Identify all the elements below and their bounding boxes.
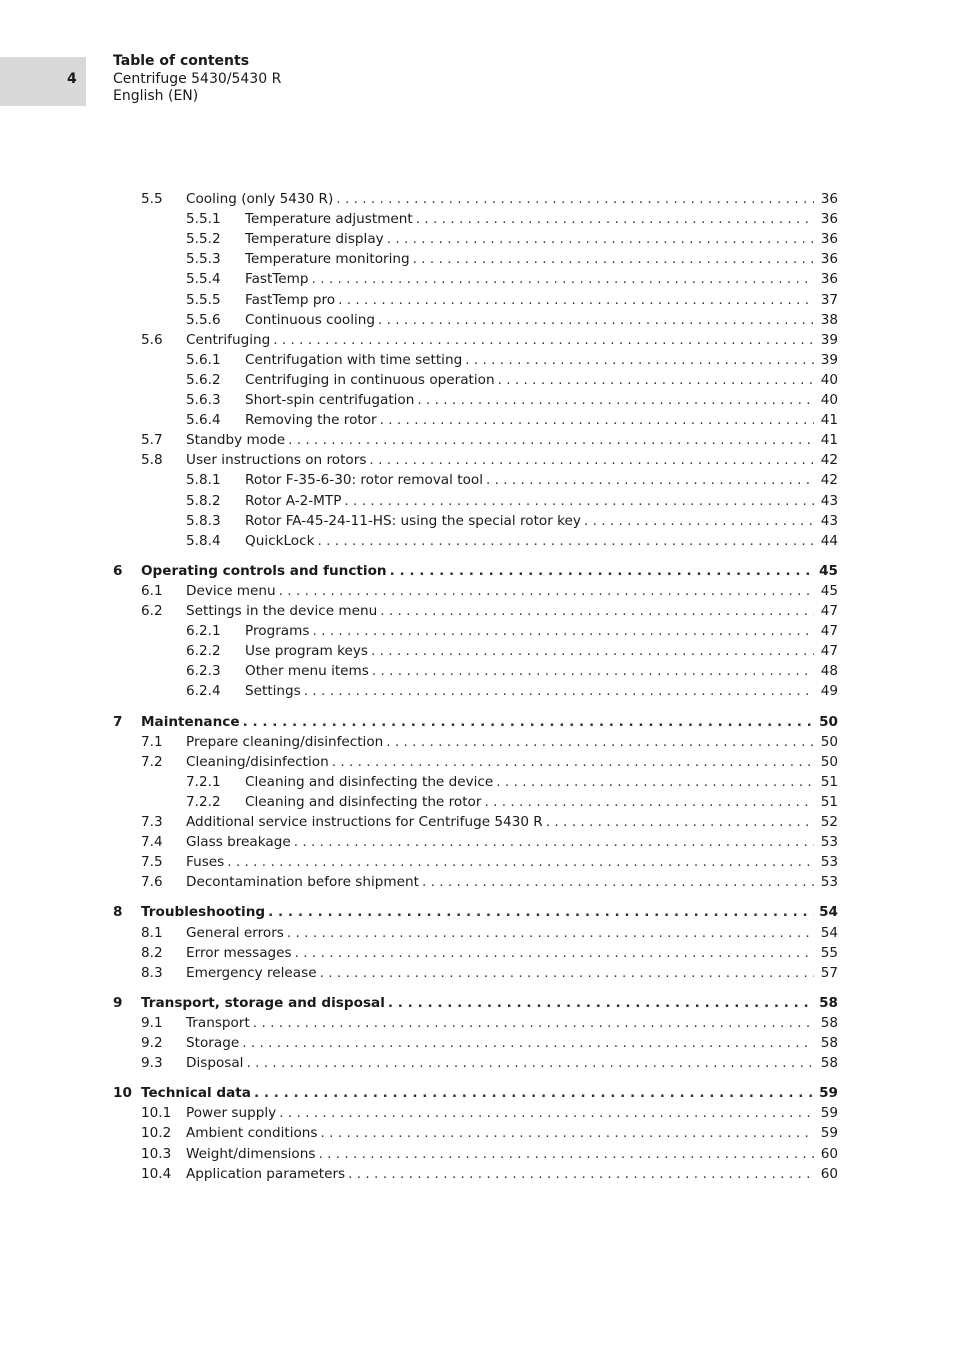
toc-entry-title: User instructions on rotors [186, 450, 369, 470]
toc-entry[interactable] [0, 1013, 954, 1033]
toc-dot-leader [243, 712, 814, 732]
toc-entry-title: Fuses [186, 852, 227, 872]
toc-entry[interactable] [0, 330, 954, 350]
toc-entry[interactable] [0, 370, 954, 390]
toc-entry-title-wrap [186, 923, 814, 943]
toc-entry-title-wrap [186, 601, 814, 621]
toc-entry-page: 53 [816, 832, 838, 852]
toc-entry-number: 5.5.2 [186, 231, 221, 248]
toc-entry-title-wrap [186, 1103, 814, 1123]
toc-entry-title: Continuous cooling [245, 310, 378, 330]
toc-entry-title-wrap [245, 621, 814, 641]
toc-entry-page: 36 [816, 189, 838, 209]
toc-entry-title: QuickLock [245, 531, 317, 551]
toc-entry-title-wrap [245, 491, 814, 511]
toc-entry-number: 7.5 [141, 854, 163, 871]
toc-dot-leader [268, 902, 814, 922]
toc-entry-page: 45 [816, 581, 838, 601]
toc-entry-title: Other menu items [245, 661, 372, 681]
toc-entry-title-wrap [186, 812, 814, 832]
toc-entry-page: 60 [816, 1144, 838, 1164]
toc-entry-title: Rotor A-2-MTP [245, 491, 344, 511]
toc-entry-number: 9 [113, 994, 123, 1011]
toc-entry[interactable] [0, 410, 954, 430]
toc-entry-title: Glass breakage [186, 832, 294, 852]
toc-entry-page: 40 [816, 370, 838, 390]
toc-entry-title-wrap [186, 581, 814, 601]
toc-entry-page: 53 [816, 872, 838, 892]
toc-entry-page: 47 [816, 621, 838, 641]
toc-entry-page: 47 [816, 641, 838, 661]
toc-dot-leader [390, 561, 814, 581]
toc-entry[interactable] [0, 229, 954, 249]
toc-entry-number: 5.5.1 [186, 211, 221, 228]
toc-entry[interactable] [0, 581, 954, 601]
toc-entry-number: 5.5.3 [186, 251, 221, 268]
running-header [113, 53, 281, 106]
toc-entry-title: Ambient conditions [186, 1123, 321, 1143]
toc-entry[interactable] [0, 1033, 954, 1053]
toc-entry-number: 6.2.2 [186, 643, 221, 660]
toc-entry-page: 42 [816, 450, 838, 470]
toc-entry[interactable] [0, 852, 954, 872]
toc-entry-title: Transport [186, 1013, 253, 1033]
toc-entry-page: 58 [816, 1053, 838, 1073]
toc-entry-page: 36 [816, 249, 838, 269]
toc-entry-page: 55 [816, 943, 838, 963]
toc-entry-title-wrap [141, 902, 814, 922]
toc-entry-title: Application parameters [186, 1164, 348, 1184]
toc-entry-title-wrap [141, 712, 814, 732]
toc-entry[interactable] [0, 661, 954, 681]
toc-dot-leader [380, 601, 814, 621]
toc-entry-number: 9.2 [141, 1035, 163, 1051]
toc-entry[interactable] [0, 902, 954, 922]
toc-entry-number: 10.4 [141, 1165, 172, 1182]
toc-entry-number: 7.2 [141, 753, 163, 770]
toc-dot-leader [371, 641, 814, 661]
toc-entry-title: Centrifuging in continuous operation [245, 370, 498, 390]
toc-entry-title-wrap [245, 249, 814, 269]
toc-entry-title: Transport, storage and disposal [141, 993, 388, 1013]
toc-entry-page: 39 [816, 350, 838, 370]
toc-entry[interactable] [0, 943, 954, 963]
toc-entry-page: 47 [816, 601, 838, 621]
toc-entry-number: 5.6 [141, 331, 163, 348]
toc-entry-number: 6 [113, 562, 123, 579]
toc-entry-title-wrap [186, 963, 814, 983]
toc-entry-page: 40 [816, 390, 838, 410]
toc-dot-leader [416, 209, 814, 229]
toc-entry-page: 54 [816, 923, 838, 943]
toc-dot-leader [246, 1053, 814, 1073]
toc-dot-leader [465, 350, 814, 370]
toc-dot-leader [336, 189, 814, 209]
toc-dot-leader [320, 963, 814, 983]
toc-entry-title: Additional service instructions for Centrifuge 5430 R [186, 812, 546, 832]
toc-entry-title-wrap [141, 561, 814, 581]
toc-entry-number: 5.6.4 [186, 412, 221, 429]
toc-entry-title-wrap [245, 410, 814, 430]
toc-dot-leader [279, 581, 814, 601]
toc-entry-page: 36 [816, 229, 838, 249]
toc-entry-page: 52 [816, 812, 838, 832]
page-number: 4 [67, 71, 77, 87]
toc-entry[interactable] [0, 470, 954, 490]
toc-dot-leader [422, 872, 814, 892]
toc-entry-number: 7.1 [141, 733, 163, 750]
toc-entry-page: 45 [816, 561, 838, 581]
toc-entry-page: 36 [816, 269, 838, 289]
toc-entry[interactable] [0, 390, 954, 410]
toc-entry-title-wrap [186, 832, 814, 852]
toc-entry-number: 7.4 [141, 834, 163, 851]
toc-entry-number: 8.2 [141, 944, 163, 961]
toc-entry-title-wrap [245, 310, 814, 330]
toc-entry-page: 51 [816, 772, 838, 792]
toc-entry-number: 8.3 [141, 964, 163, 981]
toc-dot-leader [338, 290, 814, 310]
toc-entry[interactable] [0, 189, 954, 209]
toc-entry-title-wrap [245, 792, 814, 812]
header-title: Table of contents [113, 53, 250, 69]
toc-entry-page: 57 [816, 963, 838, 983]
toc-entry-page: 50 [816, 732, 838, 752]
toc-entry-title: Cooling (only 5430 R) [186, 189, 336, 209]
toc-entry[interactable] [0, 1083, 954, 1103]
toc-entry-number: 7.6 [141, 874, 163, 891]
toc-entry-number: 5.8.3 [186, 512, 221, 529]
toc-entry[interactable] [0, 350, 954, 370]
toc-dot-leader [273, 330, 814, 350]
toc-entry-title-wrap [186, 872, 814, 892]
toc-entry-number: 5.5.5 [186, 291, 221, 308]
toc-entry-page: 53 [816, 852, 838, 872]
toc-dot-leader [387, 229, 814, 249]
toc-entry-title: Temperature monitoring [245, 249, 413, 269]
toc-dot-leader [417, 390, 814, 410]
toc-entry-title: FastTemp [245, 269, 312, 289]
toc-entry-title-wrap [186, 1123, 814, 1143]
toc-entry-number: 5.8 [141, 452, 163, 469]
toc-entry-title: Centrifugation with time setting [245, 350, 465, 370]
header-subtitle: Centrifuge 5430/5430 R [113, 70, 282, 87]
toc-entry-title-wrap [245, 531, 814, 551]
toc-entry-title: Operating controls and function [141, 561, 390, 581]
toc-entry[interactable] [0, 1164, 954, 1184]
toc-entry-page: 58 [816, 1033, 838, 1053]
toc-entry-title-wrap [245, 350, 814, 370]
toc-dot-leader [344, 491, 814, 511]
toc-entry-title-wrap [186, 1033, 814, 1053]
toc-entry-title-wrap [245, 681, 814, 701]
toc-entry-title: Troubleshooting [141, 902, 268, 922]
toc-entry[interactable] [0, 249, 954, 269]
toc-entry-page: 49 [816, 681, 838, 701]
toc-entry-title-wrap [245, 290, 814, 310]
toc-entry-page: 41 [816, 410, 838, 430]
toc-entry-page: 50 [816, 712, 838, 732]
toc-entry-title: General errors [186, 923, 287, 943]
toc-dot-leader [380, 410, 814, 430]
toc-entry-title-wrap [245, 772, 814, 792]
toc-dot-leader [584, 511, 814, 531]
toc-dot-leader [546, 812, 814, 832]
toc-entry[interactable] [0, 872, 954, 892]
toc-entry-title: Weight/dimensions [186, 1144, 318, 1164]
toc-dot-leader [227, 852, 814, 872]
toc-entry-number: 5.8.4 [186, 532, 221, 549]
toc-entry-page: 44 [816, 531, 838, 551]
toc-entry[interactable] [0, 1103, 954, 1123]
toc-dot-leader [498, 370, 814, 390]
toc-entry[interactable] [0, 290, 954, 310]
toc-dot-leader [294, 832, 814, 852]
header-language: English (EN) [113, 88, 199, 104]
toc-entry-title-wrap [245, 661, 814, 681]
toc-dot-leader [386, 732, 814, 752]
toc-entry-title-wrap [245, 370, 814, 390]
toc-entry-title-wrap [186, 189, 814, 209]
toc-entry-title-wrap [245, 209, 814, 229]
toc-entry-page: 41 [816, 430, 838, 450]
toc-entry-title: Short-spin centrifugation [245, 390, 417, 410]
toc-dot-leader [369, 450, 814, 470]
toc-entry-page: 39 [816, 330, 838, 350]
toc-entry-page: 36 [816, 209, 838, 229]
toc-entry-title: Settings [245, 681, 304, 701]
toc-entry[interactable] [0, 1123, 954, 1143]
toc-dot-leader [254, 1083, 814, 1103]
toc-entry[interactable] [0, 491, 954, 511]
toc-entry-page: 48 [816, 661, 838, 681]
toc-entry-number: 10.3 [141, 1145, 172, 1162]
toc-dot-leader [287, 923, 814, 943]
toc-dot-leader [253, 1013, 814, 1033]
toc-entry-page: 58 [816, 993, 838, 1013]
toc-entry[interactable] [0, 450, 954, 470]
toc-entry[interactable] [0, 310, 954, 330]
toc-entry-number: 7 [113, 713, 123, 730]
toc-entry-title-wrap [245, 390, 814, 410]
toc-entry-page: 54 [816, 902, 838, 922]
toc-entry[interactable] [0, 681, 954, 701]
toc-dot-leader [321, 1123, 814, 1143]
toc-dot-leader [372, 661, 814, 681]
toc-entry-title-wrap [141, 993, 814, 1013]
toc-entry-title-wrap [245, 229, 814, 249]
toc-entry-page: 43 [816, 491, 838, 511]
toc-entry-title: Power supply [186, 1103, 279, 1123]
toc-entry-number: 10.2 [141, 1125, 172, 1142]
toc-entry-title-wrap [245, 511, 814, 531]
toc-dot-leader [312, 621, 814, 641]
toc-entry-number: 5.6.2 [186, 371, 221, 388]
toc-entry[interactable] [0, 641, 954, 661]
toc-entry-title: Settings in the device menu [186, 601, 380, 621]
toc-entry[interactable] [0, 832, 954, 852]
toc-entry-title-wrap [186, 852, 814, 872]
toc-entry[interactable] [0, 1053, 954, 1073]
toc-dot-leader [317, 531, 814, 551]
toc-entry[interactable] [0, 531, 954, 551]
toc-entry[interactable] [0, 963, 954, 983]
toc-entry[interactable] [0, 621, 954, 641]
toc-entry[interactable] [0, 1144, 954, 1164]
toc-entry-title: Cleaning and disinfecting the device [245, 772, 496, 792]
toc-entry-number: 5.6.1 [186, 351, 221, 368]
toc-entry-number: 6.2 [141, 603, 163, 619]
toc-entry-title-wrap [186, 1164, 814, 1184]
toc-entry-title: Rotor FA-45-24-11-HS: using the special rotor key [245, 511, 584, 531]
toc-dot-leader [378, 310, 814, 330]
toc-entry-number: 5.5 [141, 191, 163, 207]
toc-entry-title-wrap [186, 1144, 814, 1164]
toc-entry-title-wrap [186, 752, 814, 772]
toc-entry-title-wrap [186, 430, 814, 450]
toc-entry-number: 6.2.3 [186, 663, 221, 680]
toc-dot-leader [288, 430, 814, 450]
toc-entry[interactable] [0, 732, 954, 752]
toc-entry[interactable] [0, 269, 954, 289]
toc-entry-title: Use program keys [245, 641, 371, 661]
toc-entry[interactable] [0, 209, 954, 229]
toc-entry-title: Maintenance [141, 712, 243, 732]
toc-entry-number: 6.2.4 [186, 683, 221, 700]
toc-entry-page: 58 [816, 1013, 838, 1033]
toc-entry[interactable] [0, 993, 954, 1013]
toc-entry-title-wrap [186, 330, 814, 350]
toc-entry[interactable] [0, 561, 954, 581]
toc-entry-title: Temperature display [245, 229, 387, 249]
toc-entry-number: 8 [113, 904, 123, 921]
toc-entry-number: 5.7 [141, 432, 163, 449]
toc-entry-page: 59 [816, 1123, 838, 1143]
toc-dot-leader [332, 752, 814, 772]
toc-dot-leader [295, 943, 814, 963]
toc-dot-leader [279, 1103, 814, 1123]
toc-entry[interactable] [0, 430, 954, 450]
toc-entry-title: Cleaning and disinfecting the rotor [245, 792, 484, 812]
toc-entry-number: 10 [113, 1085, 132, 1102]
toc-entry-number: 5.5.4 [186, 271, 221, 288]
toc-entry[interactable] [0, 511, 954, 531]
toc-entry[interactable] [0, 712, 954, 732]
toc-entry[interactable] [0, 923, 954, 943]
toc-entry-title: Temperature adjustment [245, 209, 416, 229]
toc-entry[interactable] [0, 772, 954, 792]
toc-entry-page: 43 [816, 511, 838, 531]
toc-entry-title-wrap [186, 943, 814, 963]
toc-dot-leader [486, 470, 814, 490]
toc-entry-title-wrap [186, 732, 814, 752]
toc-entry-page: 42 [816, 470, 838, 490]
toc-entry-title: Standby mode [186, 430, 288, 450]
toc-entry-number: 8.1 [141, 924, 163, 941]
toc-entry-number: 5.8.2 [186, 492, 221, 509]
toc-entry-title: Centrifuging [186, 330, 273, 350]
toc-entry-page: 59 [816, 1083, 838, 1103]
toc-entry[interactable] [0, 601, 954, 621]
toc-entry-title-wrap [245, 470, 814, 490]
toc-dot-leader [304, 681, 814, 701]
toc-entry-number: 6.2.1 [186, 623, 221, 640]
toc-entry-title: Prepare cleaning/disinfection [186, 732, 386, 752]
toc-entry-number: 9.3 [141, 1055, 163, 1072]
toc-entry-number: 5.5.6 [186, 311, 221, 328]
toc-entry-title: Removing the rotor [245, 410, 380, 430]
toc-entry-title: FastTemp pro [245, 290, 338, 310]
toc-entry-title-wrap [245, 269, 814, 289]
toc-entry-title-wrap [245, 641, 814, 661]
toc-entry-number: 7.3 [141, 814, 163, 830]
toc-entry-title: Technical data [141, 1083, 254, 1103]
toc-entry-title: Error messages [186, 943, 295, 963]
toc-dot-leader [312, 269, 814, 289]
toc-entry-page: 38 [816, 310, 838, 330]
toc-entry-title: Programs [245, 621, 312, 641]
toc-entry-title: Storage [186, 1033, 242, 1053]
toc-dot-leader [484, 792, 814, 812]
toc-dot-leader [348, 1164, 814, 1184]
toc-entry-number: 6.1 [141, 582, 163, 599]
toc-dot-leader [413, 249, 814, 269]
toc-entry-title: Cleaning/disinfection [186, 752, 332, 772]
toc-entry-number: 7.2.2 [186, 793, 221, 810]
toc-entry-title-wrap [186, 450, 814, 470]
toc-entry[interactable] [0, 752, 954, 772]
toc-entry-title: Rotor F-35-6-30: rotor removal tool [245, 470, 486, 490]
toc-entry-title: Disposal [186, 1053, 246, 1073]
toc-dot-leader [318, 1144, 814, 1164]
toc-entry-number: 7.2.1 [186, 773, 221, 790]
toc-entry-page: 37 [816, 290, 838, 310]
toc-entry-title: Device menu [186, 581, 279, 601]
toc-entry-number: 5.6.3 [186, 392, 221, 408]
toc-entry-number: 10.1 [141, 1105, 172, 1122]
toc-entry-title: Decontamination before shipment [186, 872, 422, 892]
toc-entry-number: 9.1 [141, 1014, 163, 1031]
toc-entry-title-wrap [186, 1053, 814, 1073]
toc-entry-title: Emergency release [186, 963, 320, 983]
toc-entry-page: 51 [816, 792, 838, 812]
toc-entry[interactable] [0, 812, 954, 832]
toc-entry-page: 59 [816, 1103, 838, 1123]
toc-entry[interactable] [0, 792, 954, 812]
toc-dot-leader [496, 772, 814, 792]
toc-entry-number: 5.8.1 [186, 472, 221, 489]
toc-dot-leader [388, 993, 814, 1013]
toc-entry-title-wrap [141, 1083, 814, 1103]
toc-entry-page: 60 [816, 1164, 838, 1184]
toc-entry-title-wrap [186, 1013, 814, 1033]
toc-entry-page: 50 [816, 752, 838, 772]
toc-dot-leader [242, 1033, 814, 1053]
